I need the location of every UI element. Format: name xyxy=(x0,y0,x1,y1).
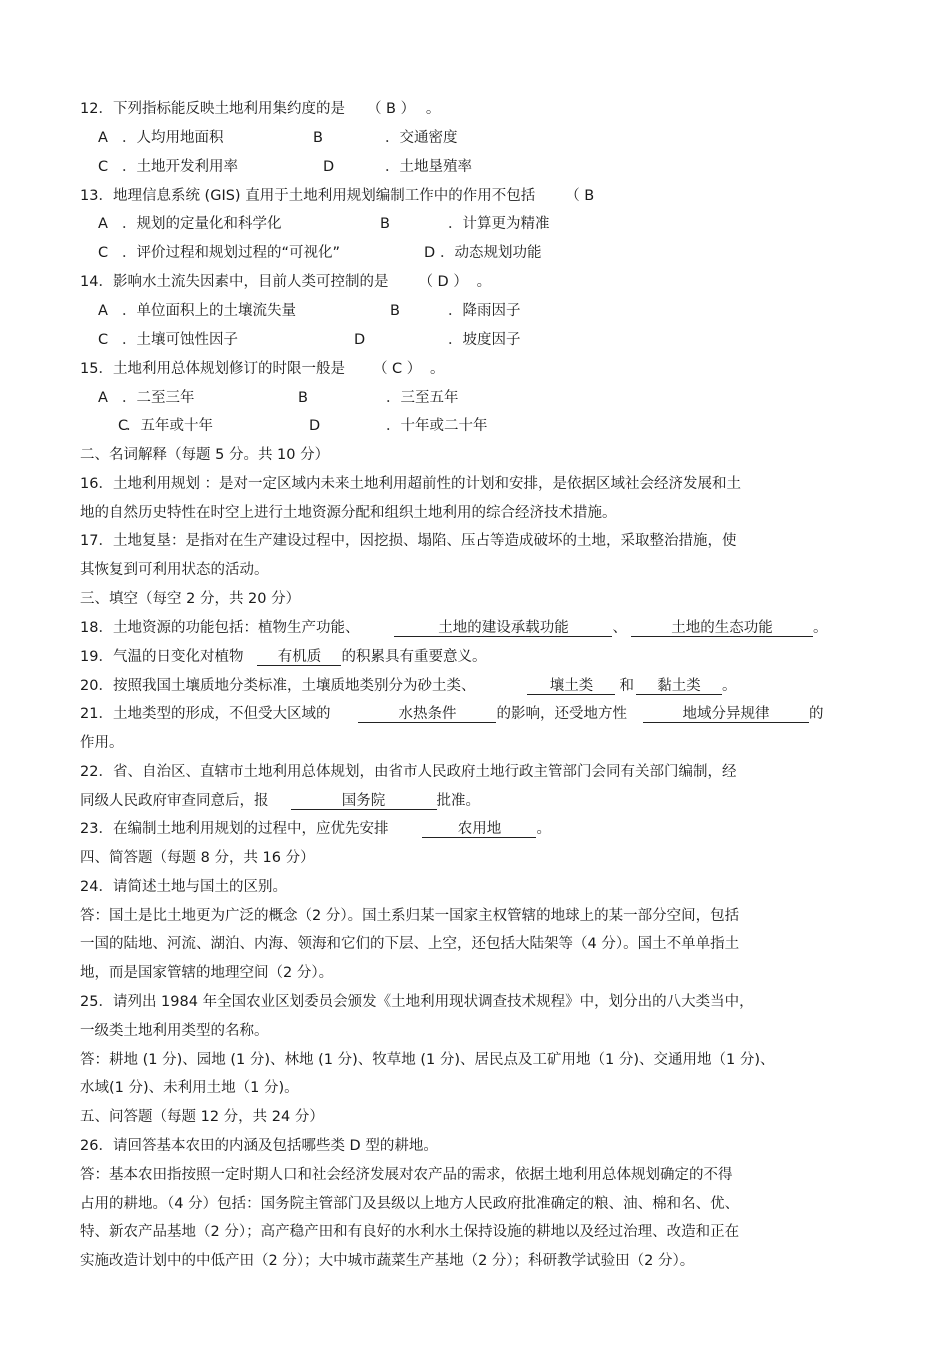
question-text: 的影响，还受地方性 xyxy=(496,706,627,722)
option-c: C xyxy=(98,245,109,261)
option-d-text: ．坡度因子 xyxy=(448,332,521,348)
question-23 xyxy=(80,820,551,838)
punctuation: 。 xyxy=(536,821,551,837)
option-a-text: ．二至三年 xyxy=(122,390,195,406)
option-c-text: ．五年或十年 xyxy=(126,418,213,434)
option-d-text: ．土地垦殖率 xyxy=(385,159,472,175)
option-a: A xyxy=(98,390,108,406)
question-text: 21．土地类型的形成，不但受大区域的 xyxy=(80,706,331,722)
question-25: 25．请列出 1984 年全国农业区划委员会颁发《土地利用现状调查技术规程》中，划分出的八大类当中， xyxy=(80,994,754,1010)
answer-line: 占用的耕地。（4 分）包括：国务院主管部门及县级以上地方人民政府批准确定的粮、油、棉和名、优、 xyxy=(80,1196,740,1212)
question-text: 批准。 xyxy=(436,793,480,809)
option-b: B xyxy=(298,390,308,406)
answer-line: 一国的陆地、河流、湖泊、内海、领海和它们的下层、上空，还包括大陆架等（4 分）。国土不单单指土 xyxy=(80,936,740,952)
section-heading: 三、填空（每空 2 分，共 20 分） xyxy=(80,591,301,607)
question-21 xyxy=(80,705,823,723)
question-26: 26．请回答基本农田的内涵及包括哪些类 D 型的耕地。 xyxy=(80,1138,438,1154)
option-c: C xyxy=(118,418,129,434)
punctuation: 。 xyxy=(721,678,737,694)
question-text: 同级人民政府审查同意后，报 xyxy=(80,793,269,809)
question-text: 的积累具有重要意义。 xyxy=(341,649,487,665)
answer-line: 特、新农产品基地（2 分）；高产稳产田和有良好的水利水土保持设施的耕地以及经过治理、改造和正在 xyxy=(80,1224,740,1240)
option-c-text: ．评价过程和规划过程的“可视化” xyxy=(122,245,341,261)
definition-line: 地的自然历史特性在时空上进行土地资源分配和组织土地利用的综合经济技术措施。 xyxy=(80,505,617,521)
option-b: B xyxy=(313,130,323,146)
answer-line: 答：耕地 (1 分)、园地 (1 分)、林地 (1 分)、牧草地 (1 分)、居民点及工矿用地（1 分)、交通用地（1 分)、 xyxy=(80,1052,775,1068)
punctuation: 。 xyxy=(425,101,441,117)
punctuation: 。 xyxy=(812,620,828,636)
option-a-text: ．人均用地面积 xyxy=(122,130,224,146)
question-25-continued: 一级类土地利用类型的名称。 xyxy=(80,1023,269,1039)
answer-line: 答：国土是比土地更为广泛的概念（2 分）。国土系归某一国家主权管辖的地球上的某一部分空间，包括 xyxy=(80,908,740,924)
option-d-text: ．动态规划功能 xyxy=(440,245,542,261)
question-22: 22．省、自治区、直辖市土地利用总体规划，由省市人民政府土地行政主管部门会同有关部门编制，经 xyxy=(80,764,737,780)
answer-choice: （ D ） xyxy=(418,274,461,290)
question-text: 18．土地资源的功能包括：植物生产功能、 xyxy=(80,620,360,636)
question-text: 20．按照我国土壤质地分类标准，土壤质地类别分为砂土类、 xyxy=(80,678,476,694)
punctuation: 。 xyxy=(430,361,445,377)
section-heading: 二、名词解释（每题 5 分。共 10 分） xyxy=(80,447,330,463)
blank-answer: 黏土类 xyxy=(636,678,722,695)
option-a-text: ．规划的定量化和科学化 xyxy=(122,216,282,232)
question-text: 12．下列指标能反映土地利用集约度的是 xyxy=(80,101,345,117)
option-d: D xyxy=(323,159,335,175)
section-heading: 四、简答题（每题 8 分，共 16 分） xyxy=(80,850,315,866)
question-15 xyxy=(80,360,445,378)
question-12 xyxy=(80,100,440,118)
blank-answer: 壤土类 xyxy=(527,678,615,695)
option-a: A xyxy=(98,130,108,146)
punctuation: 、 xyxy=(612,620,627,636)
option-a: A xyxy=(98,303,108,319)
question-text: 13．地理信息系统 (GIS) 直用于土地利用规划编制工作中的作用不包括 xyxy=(80,188,536,204)
question-24: 24．请简述土地与国土的区别。 xyxy=(80,879,287,895)
option-c: C xyxy=(98,159,109,175)
option-c-text: ．土地开发利用率 xyxy=(122,159,238,175)
answer-choice: （ B xyxy=(565,188,595,204)
option-b: B xyxy=(390,303,400,319)
answer-choice: （ B ） xyxy=(366,101,408,117)
question-20 xyxy=(80,677,736,695)
question-22-continued xyxy=(80,792,480,810)
question-18 xyxy=(80,619,827,637)
question-text: 15．土地利用总体规划修订的时限一般是 xyxy=(80,361,345,377)
question-text: 14．影响水土流失因素中，目前人类可控制的是 xyxy=(80,274,389,290)
blank-answer: 土地的建设承载功能 xyxy=(394,620,612,637)
option-c-text: ．土壤可蚀性因子 xyxy=(122,332,238,348)
option-c: C xyxy=(98,332,109,348)
question-text: 和 xyxy=(619,678,634,694)
blank-answer: 土地的生态功能 xyxy=(631,620,813,637)
blank-answer: 国务院 xyxy=(291,793,437,810)
option-a: A xyxy=(98,216,108,232)
option-d: D xyxy=(354,332,366,348)
question-19 xyxy=(80,648,486,666)
question-text: 23．在编制土地利用规划的过程中，应优先安排 xyxy=(80,821,389,837)
option-b-text: ．三至五年 xyxy=(386,390,459,406)
option-a-text: ．单位面积上的土壤流失量 xyxy=(122,303,296,319)
option-d: D xyxy=(309,418,321,434)
question-14 xyxy=(80,273,491,291)
option-b-text: ．交通密度 xyxy=(385,130,458,146)
answer-line: 地，而是国家管辖的地理空间（2 分）。 xyxy=(80,965,334,981)
option-d-text: ．十年或二十年 xyxy=(386,418,488,434)
definition-line: 17．土地复垦：是指对在生产建设过程中，因挖损、塌陷、压占等造成破坏的土地，采取整治措施，使 xyxy=(80,533,737,549)
option-b-text: ．降雨因子 xyxy=(448,303,521,319)
option-b: B xyxy=(380,216,390,232)
option-b-text: ．计算更为精准 xyxy=(448,216,550,232)
blank-answer: 农用地 xyxy=(422,821,536,838)
answer-choice: （ C ） xyxy=(372,361,415,377)
blank-answer: 地域分异规律 xyxy=(643,706,809,723)
option-d: D xyxy=(424,245,436,261)
definition-line: 其恢复到可利用状态的活动。 xyxy=(80,562,269,578)
blank-answer: 水热条件 xyxy=(358,706,496,723)
blank-answer: 有机质 xyxy=(257,649,341,666)
question-text: 19．气温的日变化对植物 xyxy=(80,649,244,665)
answer-line: 实施改造计划中的中低产田（2 分）；大中城市蔬菜生产基地（2 分）；科研教学试验田（2 分）。 xyxy=(80,1253,695,1269)
question-text: 的 xyxy=(808,706,824,722)
punctuation: 。 xyxy=(476,274,492,290)
question-21-continued: 作用。 xyxy=(80,735,124,751)
answer-line: 水域(1 分)、未利用土地（1 分)。 xyxy=(80,1080,299,1096)
section-heading: 五、问答题（每题 12 分，共 24 分） xyxy=(80,1109,324,1125)
question-13 xyxy=(80,187,594,205)
definition-line: 16．土地利用规划 ：是对一定区域内未来土地利用超前性的计划和安排，是依据区域社会经济发展和土 xyxy=(80,476,742,492)
answer-line: 答：基本农田指按照一定时期人口和社会经济发展对农产品的需求，依据土地利用总体规划确定的不得 xyxy=(80,1167,733,1183)
